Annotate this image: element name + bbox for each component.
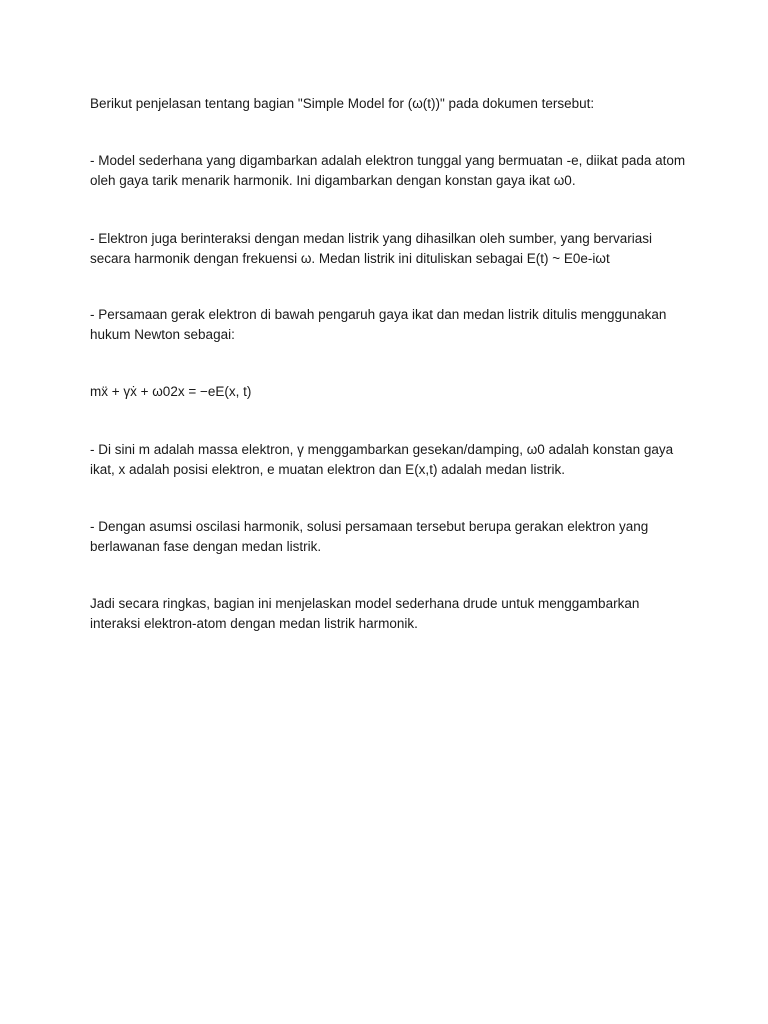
variables-paragraph: - Di sini m adalah massa elektron, γ menggambarkan gesekan/damping, ω0 adalah konstan gaya ikat, x adalah posisi elektron, e muatan elektron dan E(x,t) adalah medan listrik. bbox=[90, 442, 674, 477]
equation-intro-paragraph: - Persamaan gerak elektron di bawah pengaruh gaya ikat dan medan listrik ditulis menggunakan hukum Newton sebagai: bbox=[90, 307, 667, 342]
electric-field-paragraph: - Elektron juga berinteraksi dengan medan listrik yang dihasilkan oleh sumber, yang bervariasi secara harmonik dengan frekuensi ω. Medan listrik ini dituliskan sebagai E(t) ~ E0e-iωt bbox=[90, 231, 653, 266]
summary-paragraph: Jadi secara ringkas, bagian ini menjelaskan model sederhana drude untuk menggambarkan interaksi elektron-atom dengan medan listrik harmonik. bbox=[90, 596, 640, 631]
model-paragraph: - Model sederhana yang digambarkan adalah elektron tunggal yang bermuatan -e, diikat pada atom oleh gaya tarik menarik harmonik. Ini digambarkan dengan konstan gaya ikat ω0. bbox=[90, 153, 686, 188]
equation-line: mẍ + γẋ + ω02x = −eE(x, t) bbox=[90, 384, 252, 399]
solution-paragraph: - Dengan asumsi oscilasi harmonik, solusi persamaan tersebut berupa gerakan elektron yang berlawanan fase dengan medan listrik. bbox=[90, 519, 649, 554]
intro-paragraph: Berikut penjelasan tentang bagian "Simple Model for (ω(t))" pada dokumen tersebut: bbox=[90, 96, 595, 111]
